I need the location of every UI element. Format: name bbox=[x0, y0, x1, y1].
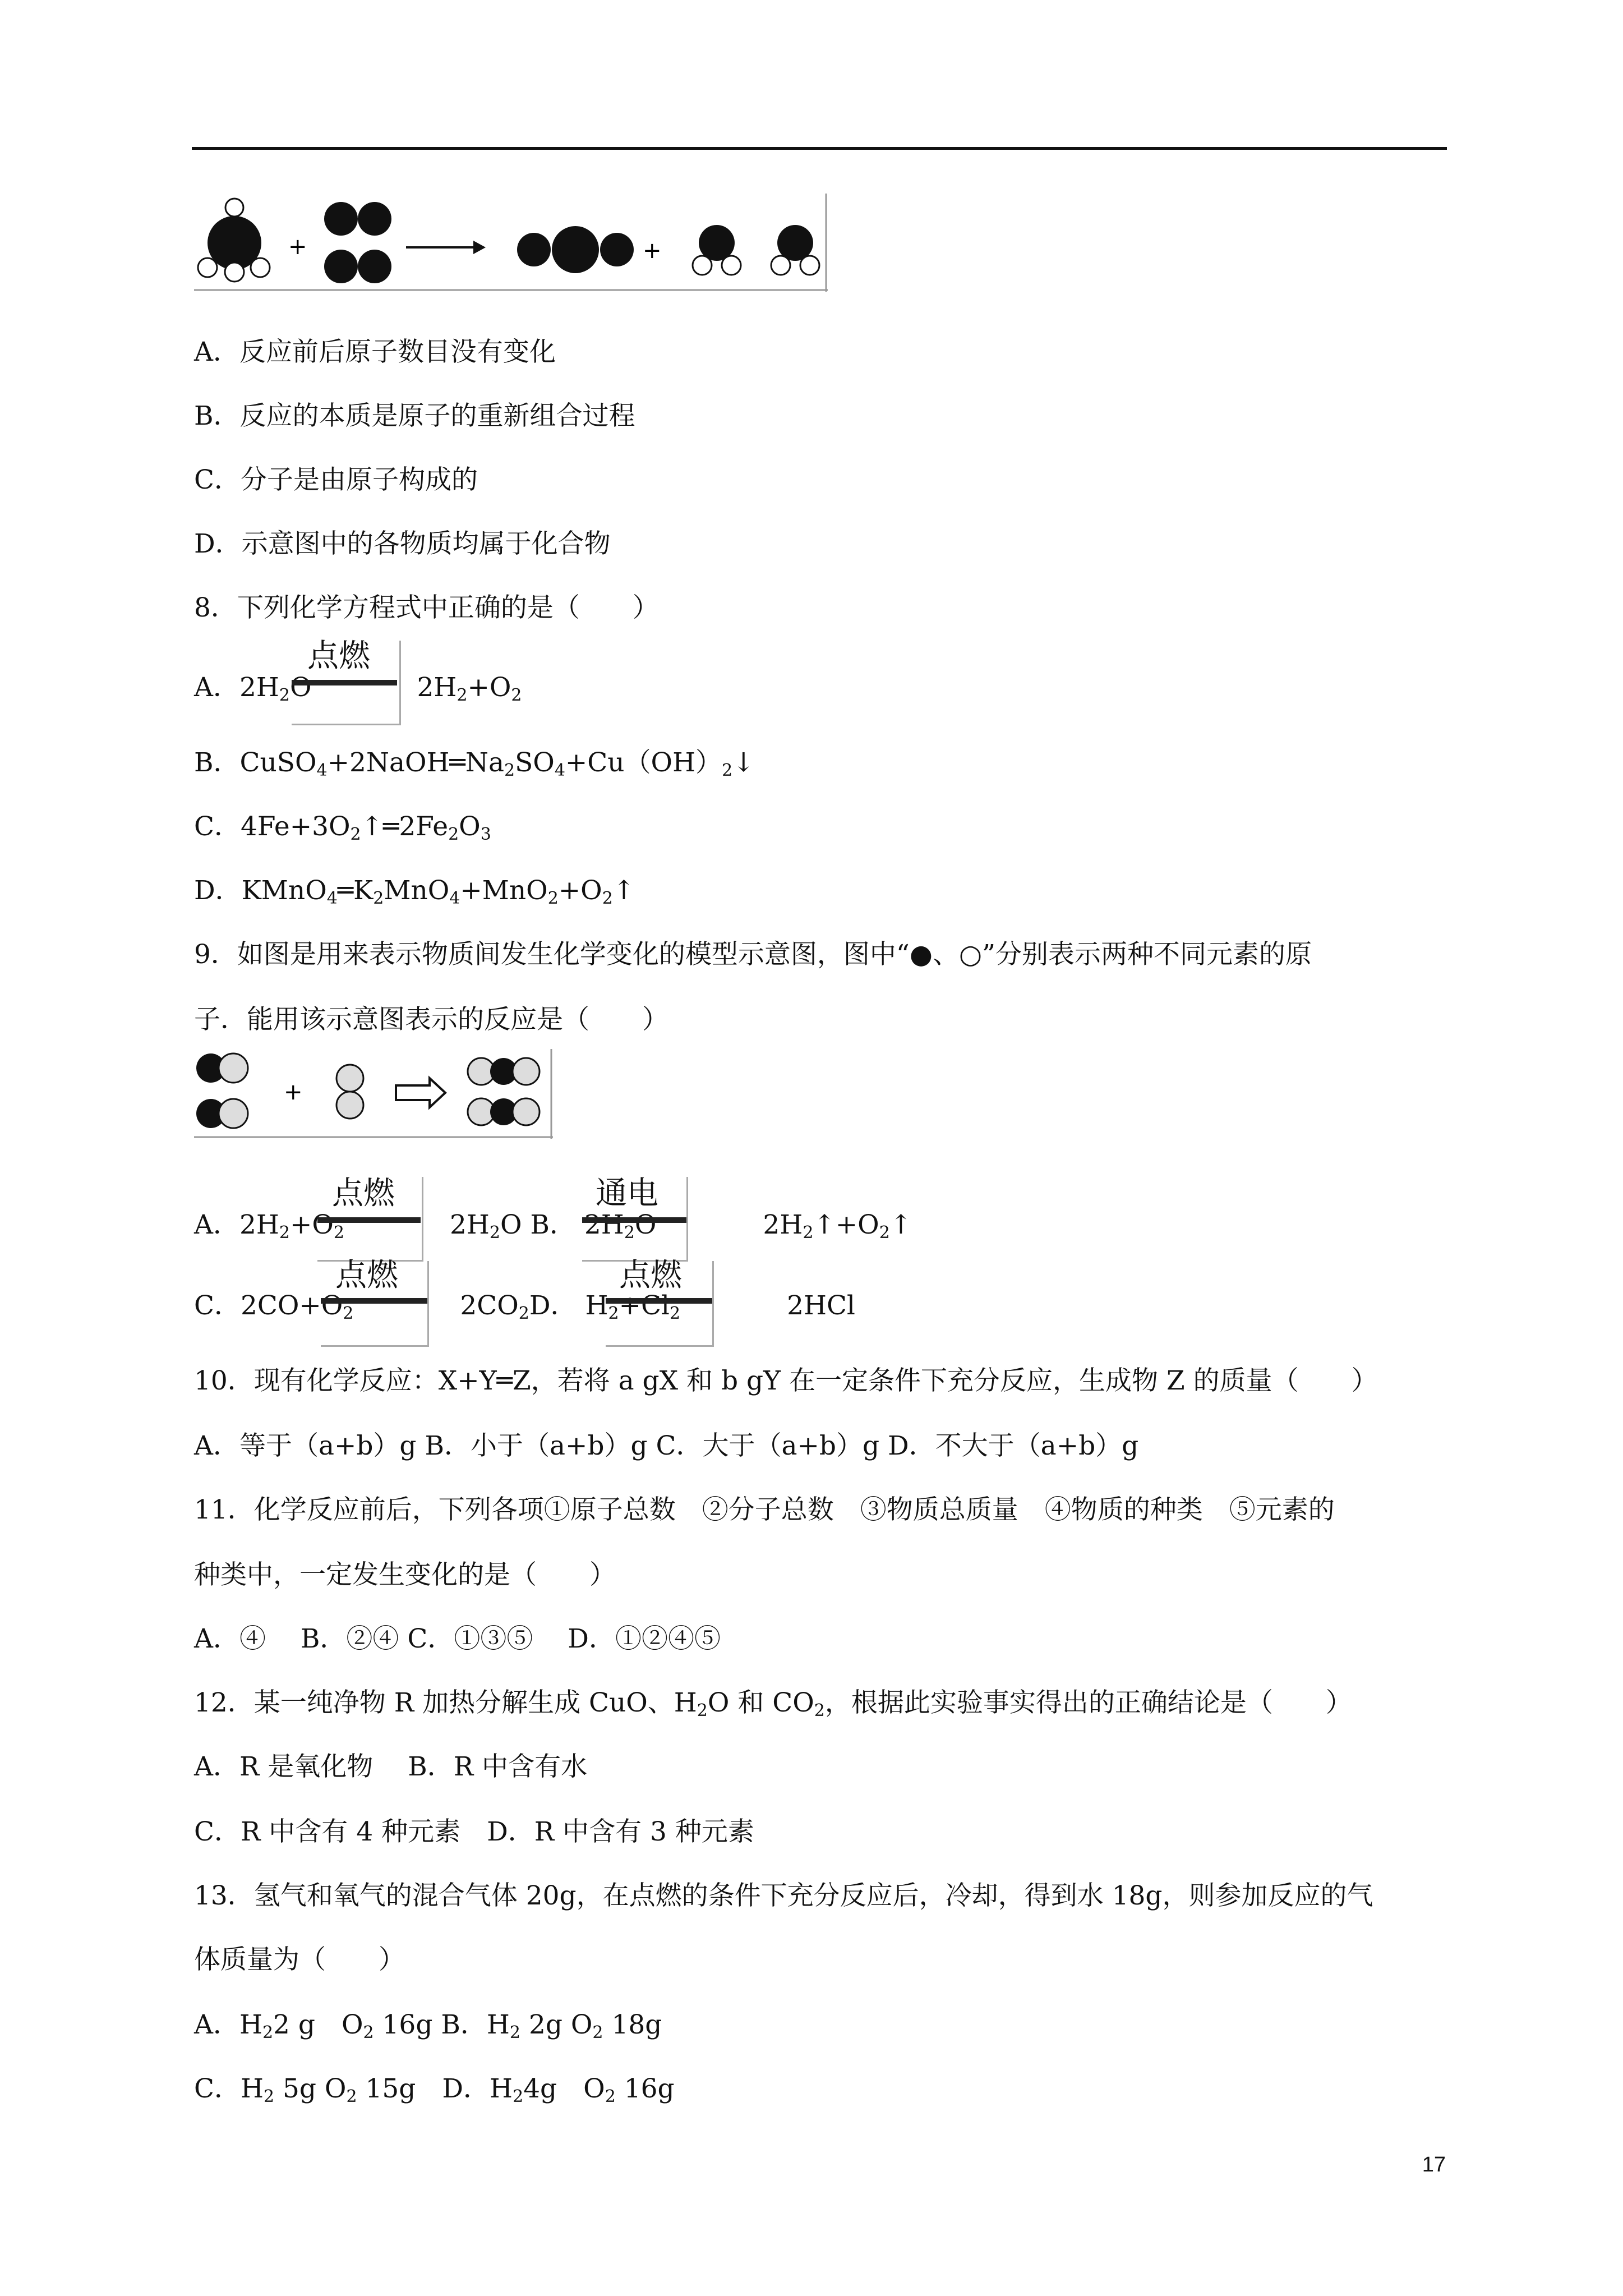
q8-option-c: C．$4Fe+3O_2↑═2Fe_2O_3$ bbox=[194, 811, 491, 844]
q7-option-a: A．反应前后原子数目没有变化 bbox=[194, 337, 556, 367]
q11-stem-line1: 11．化学反应前后，下列各项①原子总数 ②分子总数 ③物质总质量 ④物质的种类 ⑤元素的 bbox=[194, 1494, 1335, 1525]
q9-stem-line1: 9．如图是用来表示物质间发生化学变化的模型示意图，图中“●、○”分别表示两种不同元素的原 bbox=[194, 939, 1312, 970]
svg-text:+: + bbox=[284, 1079, 303, 1105]
q8-a-prefix: A．2H bbox=[194, 672, 279, 703]
q13-stem-line1: 13．氢气和氧气的混合气体 20g，在点燃的条件下充分反应后，冷却，得到水 18g，则参加反应的气 bbox=[194, 1880, 1373, 1911]
q9-b-equals-bar bbox=[582, 1217, 686, 1223]
q13-stem-line2: 体质量为（ ） bbox=[194, 1944, 405, 1975]
q9-options-ab: A．$2H_2+O_2$ $2H_2O$ B． $2H_2O$ $2H_2↑+O_2↑$ bbox=[194, 1209, 912, 1243]
q9-model-figure bbox=[194, 1049, 553, 1139]
q8-option-b: B．$CuSO_4+2NaOH═Na_2SO_4+Cu(OH)_2↓$ bbox=[194, 747, 755, 780]
q9-d-condition: 点燃 bbox=[619, 1257, 682, 1294]
q11-options: A．④ B．②④ C．①③⑤ D．①②④⑤ bbox=[194, 1623, 721, 1654]
q9-c-condition: 点燃 bbox=[335, 1257, 398, 1294]
q13-options-ab: A．$H_22$ g $O_2$ 16g B．$H_2$ 2g $O_2$ 18g bbox=[194, 2009, 662, 2042]
q9-b-condition: 通电 bbox=[596, 1175, 658, 1212]
header-rule bbox=[192, 147, 1447, 150]
q7-option-c: C．分子是由原子构成的 bbox=[194, 464, 478, 495]
q8-option-d: D．$KMnO_4═K_2MnO_4+MnO_2+O_2↑$ bbox=[194, 875, 635, 908]
q12-stem: 12．某一纯净物 R 加热分解生成 CuO、$H_2O$ 和 $CO_2$，根据此实验事实得出的正确结论是（ ） bbox=[194, 1687, 1352, 1720]
page-number: 17 bbox=[1422, 2153, 1446, 2177]
q12-options-ab: A．R 是氧化物 B．R 中含有水 bbox=[194, 1751, 588, 1782]
q9-a-condition: 点燃 bbox=[332, 1175, 395, 1212]
q13-options-cd: C．$H_2$ 5g $O_2$ 15g D．$H_24g$ $O_2$ 16g bbox=[194, 2073, 675, 2106]
q8-option-a: A．$2H_2O$ $2H_2+O_2$ bbox=[194, 672, 522, 705]
q8-a-condition: 点燃 bbox=[307, 638, 370, 674]
q12-options-cd: C．R 中含有 4 种元素 D．R 中含有 3 种元素 bbox=[194, 1816, 754, 1847]
q7-reaction-figure bbox=[194, 194, 828, 292]
q10-stem: 10．现有化学反应：X+Y═Z，若将 a gX 和 b gY 在一定条件下充分反应，生成物 Z 的质量（ ） bbox=[194, 1365, 1378, 1396]
q9-c-equals-bar bbox=[321, 1298, 427, 1304]
svg-text:+: + bbox=[643, 238, 662, 264]
q8-a-equals-bar bbox=[292, 680, 397, 685]
q9-options-cd: C．$2CO+O_2$ $2CO_2D$． $H_2+Cl_2$ 2HCl bbox=[194, 1290, 855, 1323]
q10-options: A．等于（a+b）g B．小于（a+b）g C．大于（a+b）g D．不大于（a+b）g bbox=[194, 1430, 1139, 1461]
q9-stem-line2: 子．能用该示意图表示的反应是（ ） bbox=[194, 1004, 668, 1035]
q9-a-equals-bar bbox=[317, 1217, 421, 1223]
q7-option-d: D．示意图中的各物质均属于化合物 bbox=[194, 528, 611, 559]
q9-d-equals-bar bbox=[606, 1298, 712, 1304]
svg-text:+: + bbox=[288, 234, 307, 260]
q7-option-b: B．反应的本质是原子的重新组合过程 bbox=[194, 401, 635, 431]
q11-stem-line2: 种类中，一定发生变化的是（ ） bbox=[194, 1559, 616, 1590]
q8-stem: 8．下列化学方程式中正确的是（ ） bbox=[194, 592, 659, 623]
